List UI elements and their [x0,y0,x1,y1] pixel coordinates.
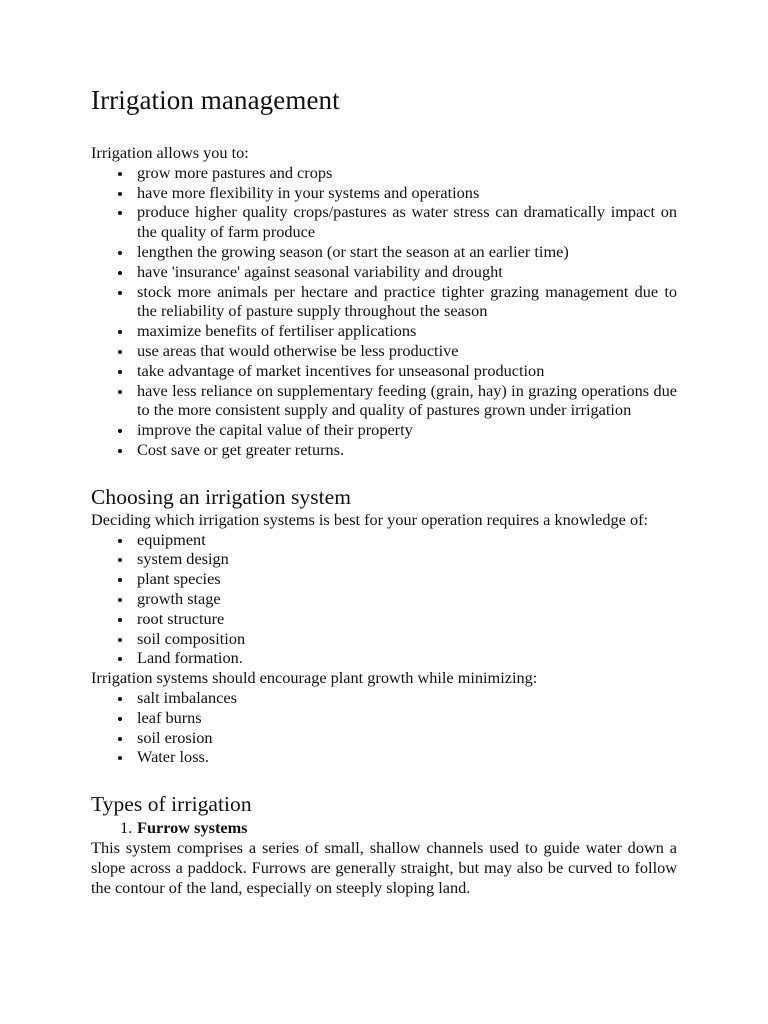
list-item [91,589,677,609]
furrow-systems-paragraph: This system comprises a series of small, shallow channels used to guide water down a slope across a paddock. Furrows are generally straight, but may also be curved to follow the contour of the land, especially on steeply sloping land. [91,838,677,897]
list-item-label: leaf burns [137,707,202,727]
document-content [91,84,677,898]
list-item [91,728,677,748]
list-item [91,381,677,421]
list-item-label: improve the capital value of their property [137,420,413,440]
list-item [91,361,677,381]
section-heading-types: Types of irrigation [91,792,252,817]
choosing-lead-text: Deciding which irrigation systems is best for your operation requires a knowledge of: [91,509,649,529]
minimizing-lead-text: Irrigation systems should encourage plant growth while minimizing: [91,668,538,688]
intro-benefits-list [91,163,677,460]
list-item [91,321,677,341]
irrigation-types-list [91,817,677,838]
list-item-label: Cost save or get greater returns. [137,439,345,459]
section-heading-choosing: Choosing an irrigation system [91,484,352,509]
list-item [91,282,677,322]
list-item-label: Land formation. [137,648,243,668]
list-item [91,747,677,767]
list-item [91,648,677,668]
list-item [91,549,677,569]
section-spacer [91,767,677,792]
list-item-label: system design [137,549,229,569]
list-item [91,688,677,708]
list-item [91,708,677,728]
list-item [91,262,677,282]
list-item-label: lengthen the growing season (or start the season at an earlier time) [137,241,569,261]
list-item-label: have 'insurance' against seasonal variability and drought [137,261,503,281]
list-item-label: Water loss. [137,747,209,767]
list-item-label: use areas that would otherwise be less productive [137,340,459,360]
list-item-label: have less reliance on supplementary feeding (grain, hay) in grazing operations due to the more consistent supply and quality of pastures grown under irrigation [137,380,677,420]
list-item [91,569,677,589]
list-item [91,242,677,262]
list-item-label: plant species [137,569,221,589]
list-item-label: Furrow systems [137,818,248,838]
list-item-number: 1. [120,818,133,838]
list-item [91,609,677,629]
list-item [91,202,677,242]
list-item [91,183,677,203]
list-item-label: equipment [137,529,206,549]
list-item [91,530,677,550]
list-item [91,817,677,838]
choosing-knowledge-list [91,530,677,669]
list-item-label: have more flexibility in your systems and operations [137,182,480,202]
list-item-label: soil erosion [137,727,213,747]
list-item [91,341,677,361]
list-item [91,629,677,649]
list-item [91,440,677,460]
list-item-label: stock more animals per hectare and practice tighter grazing management due to the reliability of pasture supply throughout the season [137,281,677,321]
list-item-label: take advantage of market incentives for unseasonal production [137,360,545,380]
list-item [91,163,677,183]
list-item [91,420,677,440]
list-item-label: grow more pastures and crops [137,162,333,182]
page-title: Irrigation management [91,85,340,115]
list-item-label: root structure [137,608,225,628]
list-item-label: maximize benefits of fertiliser applications [137,321,417,341]
list-item-label: soil composition [137,628,246,648]
section-spacer [91,460,677,485]
list-item-label: growth stage [137,588,221,608]
intro-lead-text: Irrigation allows you to: [91,143,249,162]
list-item-label: salt imbalances [137,687,237,707]
minimizing-list [91,688,677,767]
list-item-label: produce higher quality crops/pastures as water stress can dramatically impact on the quality of farm produce [137,202,677,242]
